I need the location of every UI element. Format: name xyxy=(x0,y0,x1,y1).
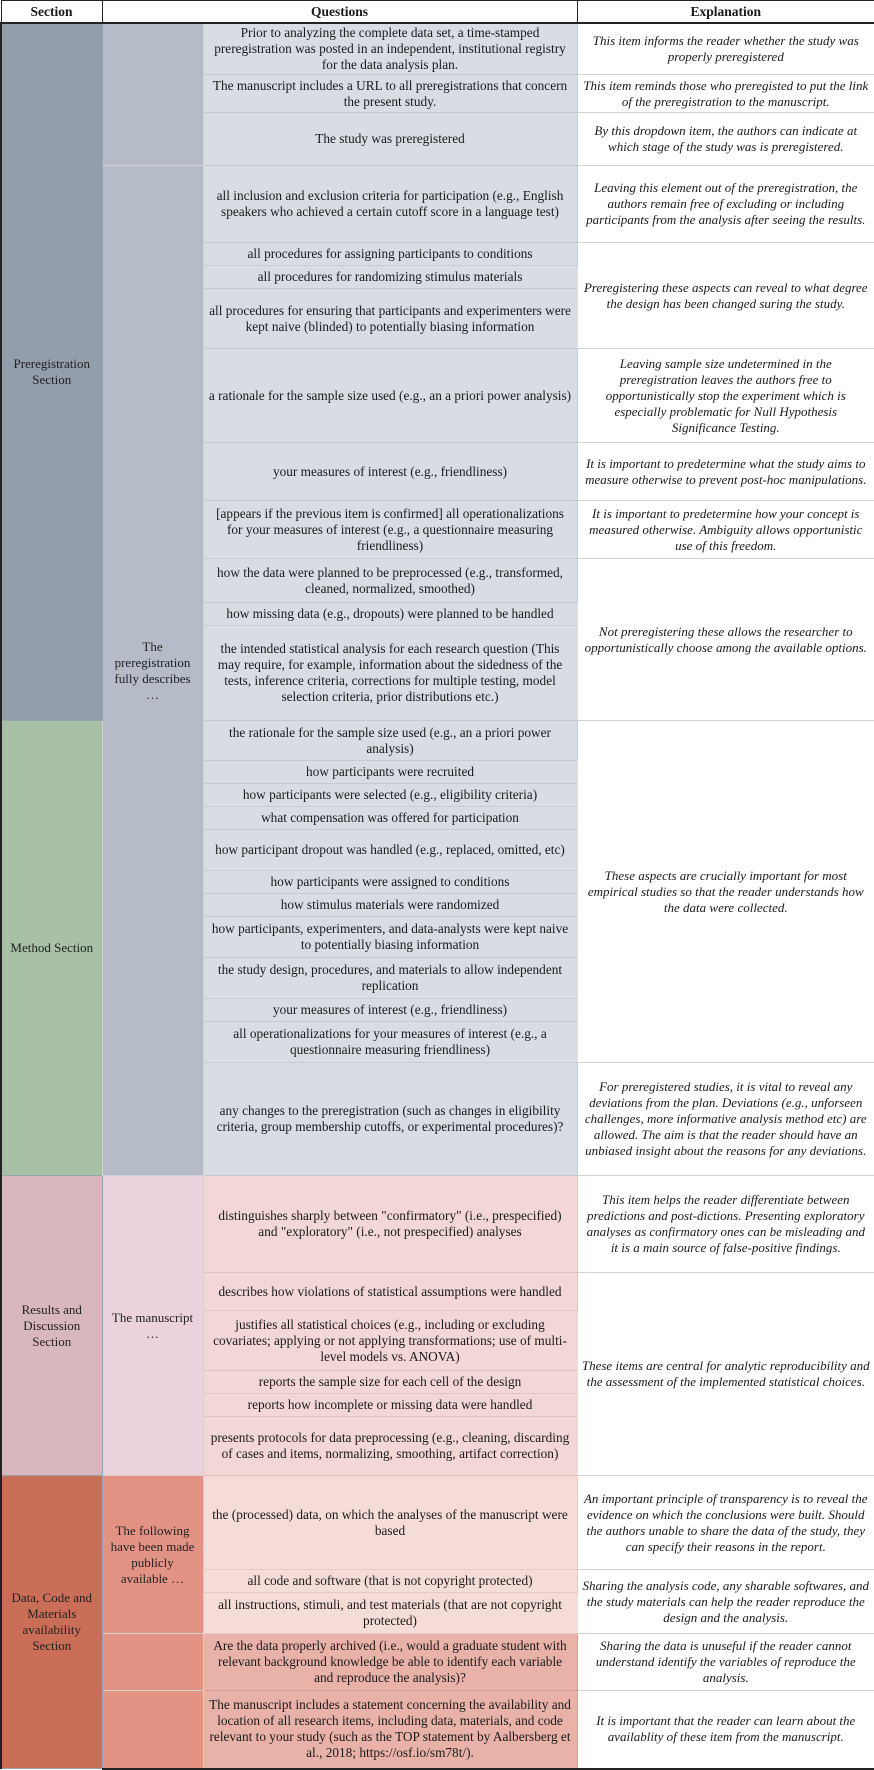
question-cell: your measures of interest (e.g., friendliness) xyxy=(203,443,577,501)
question-cell: all procedures for randomizing stimulus materials xyxy=(203,266,577,289)
question-cell: how missing data (e.g., dropouts) were planned to be handled xyxy=(203,603,577,626)
question-cell: The manuscript includes a URL to all preregistrations that concern the present study. xyxy=(203,75,577,113)
explanation-cell: It is important to predetermine how your concept is measured otherwise. Ambiguity allows opportunistic use of this freedom. xyxy=(577,501,874,559)
question-cell: the intended statistical analysis for each research question (This may require, for example, information about the sidedness of the tests, inference criteria, corrections for multiple testing, model selection criteria, prior distributions etc.) xyxy=(203,626,577,721)
question-cell: how the data were planned to be preprocessed (e.g., transformed, cleaned, normalized, smoothed) xyxy=(203,559,577,603)
question-cell: your measures of interest (e.g., friendliness) xyxy=(203,999,577,1022)
question-cell: all procedures for assigning participants to conditions xyxy=(203,243,577,266)
header-explanation: Explanation xyxy=(577,1,874,24)
question-cell: describes how violations of statistical assumptions were handled xyxy=(203,1273,577,1311)
question-cell: what compensation was offered for participation xyxy=(203,807,577,830)
question-cell: justifies all statistical choices (e.g., including or excluding covariates; applying or not applying transformations; use of multi-level models vs. ANOVA) xyxy=(203,1311,577,1371)
explanation-cell: This item helps the reader differentiate between predictions and post-dictions. Presenting exploratory analyses as confirmatory ones can be misleading and it is a main source of false-positive findings. xyxy=(577,1176,874,1273)
explanation-cell: Leaving sample size undetermined in the preregistration leaves the authors free to opportunistically stop the experiment which is especially problematic for Null Hypothesis Significance Testing. xyxy=(577,349,874,443)
subgroup-empty xyxy=(102,1691,203,1769)
section-data: Data, Code and Materials availability Section xyxy=(1,1476,102,1769)
question-cell: a rationale for the sample size used (e.g., an a priori power analysis) xyxy=(203,349,577,443)
question-cell: all operationalizations for your measures of interest (e.g., a questionnaire measuring friendliness) xyxy=(203,1022,577,1063)
question-cell: how participants were assigned to conditions xyxy=(203,871,577,894)
question-cell: the study design, procedures, and materials to allow independent replication xyxy=(203,958,577,999)
section-preregistration: Preregistration Section xyxy=(1,23,102,721)
explanation-cell: By this dropdown item, the authors can indicate at which stage of the study was is preregistered. xyxy=(577,113,874,166)
question-cell: [appears if the previous item is confirmed] all operationalizations for your measures of interest (e.g., a questionnaire measuring friendliness) xyxy=(203,501,577,559)
question-cell: the rationale for the sample size used (e.g., an a priori power analysis) xyxy=(203,721,577,761)
subgroup-empty xyxy=(102,23,203,166)
question-cell: all inclusion and exclusion criteria for participation (e.g., English speakers who achieved a certain cutoff score in a language test) xyxy=(203,166,577,243)
explanation-cell: Sharing the data is unuseful if the reader cannot understand identify the variables of reproduce the analysis. xyxy=(577,1634,874,1691)
question-cell: how participant dropout was handled (e.g., replaced, omitted, etc) xyxy=(203,830,577,871)
table-row xyxy=(1,1634,874,1691)
question-cell: any changes to the preregistration (such as changes in eligibility criteria, group membership cutoffs, or experimental procedures)? xyxy=(203,1063,577,1176)
question-cell: how participants, experimenters, and data-analysts were kept naive to potentially biasing information xyxy=(203,917,577,958)
question-cell: all procedures for ensuring that participants and experimenters were kept naive (blinded) to potentially biasing information xyxy=(203,289,577,349)
question-cell: presents protocols for data preprocessing (e.g., cleaning, discarding of cases and items, normalizing, smoothing, artifact correction) xyxy=(203,1417,577,1476)
explanation-cell: Leaving this element out of the preregistration, the authors remain free of excluding or including participants from the analysis after seeing the results. xyxy=(577,166,874,243)
explanation-cell: These aspects are crucially important for most empirical studies so that the reader understands how the data were collected. xyxy=(577,721,874,1063)
explanation-cell: Sharing the analysis code, any sharable softwares, and the study materials can help the reader reproduce the design and the analysis. xyxy=(577,1570,874,1634)
table-row xyxy=(1,1476,874,1570)
header-row xyxy=(1,1,874,24)
subgroup-prereg-describes: The preregistration fully describes … xyxy=(102,166,203,1176)
explanation-cell: Not preregistering these allows the researcher to opportunistically choose among the available options. xyxy=(577,559,874,721)
section-results: Results and Discussion Section xyxy=(1,1176,102,1476)
question-cell: Are the data properly archived (i.e., would a graduate student with relevant background knowledge be able to identify each variable and reproduce the analysis)? xyxy=(203,1634,577,1691)
table-row xyxy=(1,1176,874,1273)
question-cell: reports the sample size for each cell of the design xyxy=(203,1371,577,1394)
question-cell: how participants were selected (e.g., eligibility criteria) xyxy=(203,784,577,807)
question-cell: the (processed) data, on which the analyses of the manuscript were based xyxy=(203,1476,577,1570)
question-cell: reports how incomplete or missing data were handled xyxy=(203,1394,577,1417)
table-row xyxy=(1,166,874,243)
question-cell: all code and software (that is not copyright protected) xyxy=(203,1570,577,1593)
question-cell: how participants were recruited xyxy=(203,761,577,784)
question-cell: The manuscript includes a statement concerning the availability and location of all research items, including data, materials, and code relevant to your study (such as the TOP statement by Aalbersberg et al., 2018; https://osf.io/sm78t/). xyxy=(203,1691,577,1769)
explanation-cell: This item informs the reader whether the study was properly preregistered xyxy=(577,23,874,75)
question-cell: The study was preregistered xyxy=(203,113,577,166)
subgroup-publicly-available: The following have been made publicly available … xyxy=(102,1476,203,1634)
explanation-cell: An important principle of transparency is to reveal the evidence on which the conclusions were built. Should the authors unable to share the data of the study, they can specify their reasons in the report. xyxy=(577,1476,874,1570)
subgroup-manuscript: The manuscript … xyxy=(102,1176,203,1476)
subgroup-empty xyxy=(102,1634,203,1691)
header-questions: Questions xyxy=(102,1,577,24)
header-section: Section xyxy=(1,1,102,24)
explanation-cell: It is important to predetermine what the study aims to measure otherwise to prevent post-hoc manipulations. xyxy=(577,443,874,501)
explanation-cell: Preregistering these aspects can reveal to what degree the design has been changed suring the study. xyxy=(577,243,874,349)
table-row xyxy=(1,23,874,75)
explanation-cell: These items are central for analytic reproducibility and the assessment of the implemented statistical choices. xyxy=(577,1273,874,1476)
question-cell: all instructions, stimuli, and test materials (that are not copyright protected) xyxy=(203,1593,577,1634)
section-method: Method Section xyxy=(1,721,102,1176)
explanation-cell: It is important that the reader can learn about the availablity of these item from the manuscript. xyxy=(577,1691,874,1769)
table-row xyxy=(1,1691,874,1769)
question-cell: distinguishes sharply between "confirmatory" (i.e., prespecified) and "exploratory" (i.e., not prespecified) analyses xyxy=(203,1176,577,1273)
explanation-cell: For preregistered studies, it is vital to reveal any deviations from the plan. Deviations (e.g., unforseen challenges, more informative analysis method etc) are allowed. The aim is that the reader should have an unbiased insight about the reasons for any deviations. xyxy=(577,1063,874,1176)
question-cell: how stimulus materials were randomized xyxy=(203,894,577,917)
explanation-cell: This item reminds those who preregisted to put the link of the preregistration to the manuscript. xyxy=(577,75,874,113)
question-cell: Prior to analyzing the complete data set, a time-stamped preregistration was posted in an independent, institutional registry for the data analysis plan. xyxy=(203,23,577,75)
